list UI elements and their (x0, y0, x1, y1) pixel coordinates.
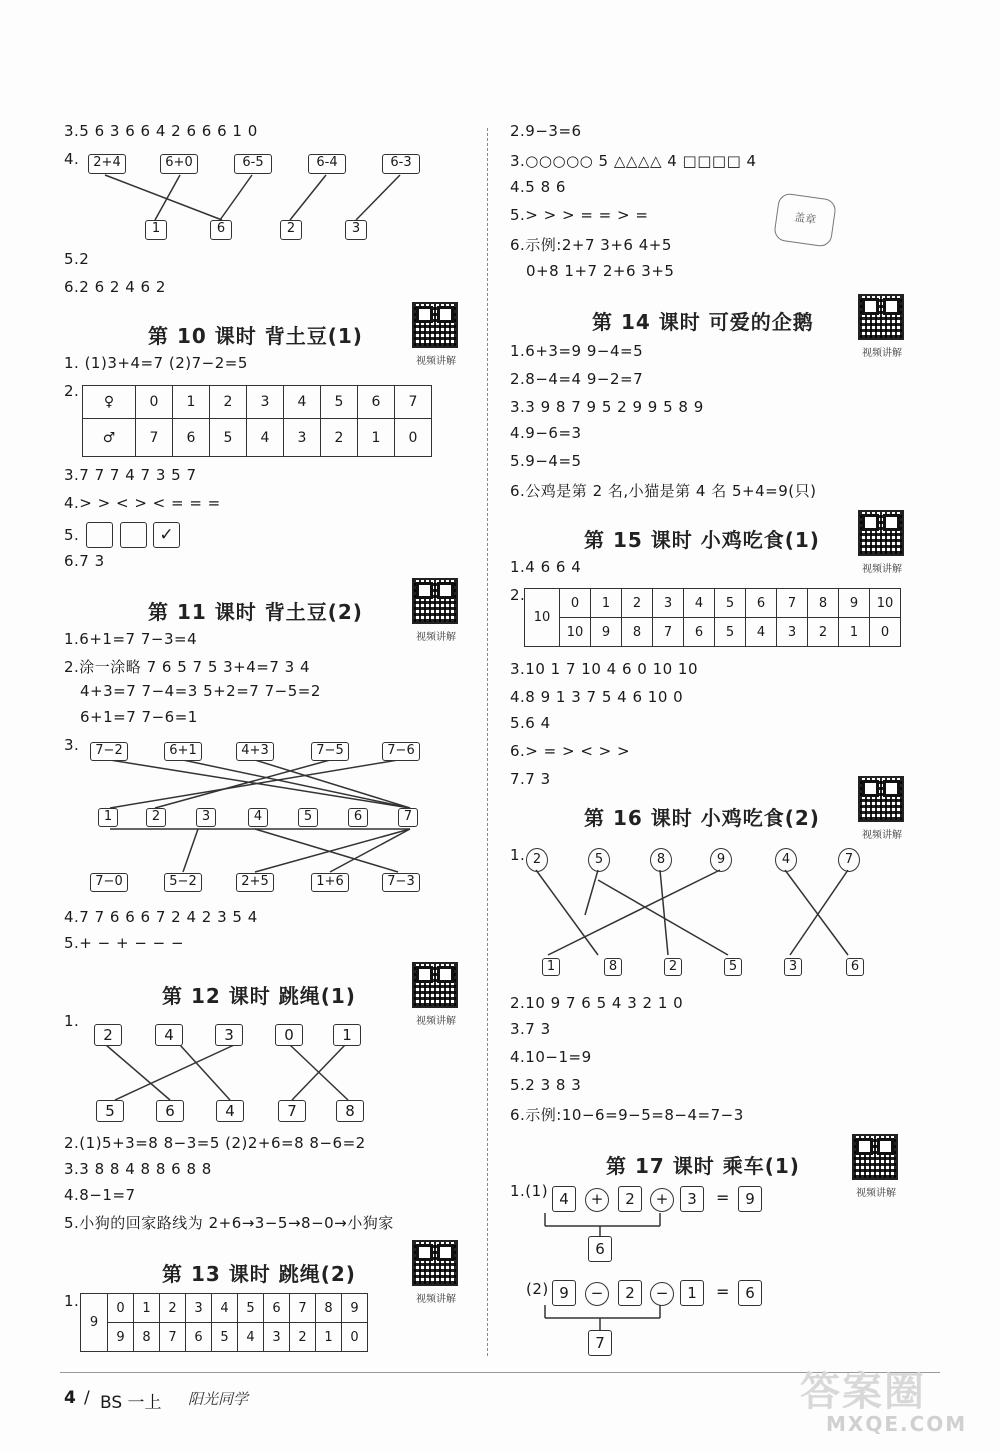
qr-code-icon[interactable] (412, 1240, 458, 1286)
section-title-10: 第 10 课时 背土豆(1) (148, 324, 363, 348)
sec12-q4: 4.8−1=7 (64, 1186, 136, 1204)
table-cell: 0 (870, 618, 901, 647)
number-box: 4 (216, 1100, 244, 1122)
expr-box: 7−3 (382, 873, 420, 892)
sec12-q3: 3.3 8 8 4 8 8 6 8 8 (64, 1160, 212, 1178)
table-cell: 5 (715, 618, 746, 647)
table-cell: 4 (746, 618, 777, 647)
answer-box-empty (120, 522, 147, 548)
page-number: 4 (64, 1388, 76, 1408)
number-box: 4 (155, 1024, 183, 1046)
right-line-6b: 0+8 1+7 2+6 3+5 (526, 262, 675, 280)
left-line-5: 5.2 (64, 250, 90, 268)
eq-box: 9 (738, 1186, 762, 1212)
sec14-q3: 3.3 9 8 7 9 5 2 9 9 5 8 9 (510, 398, 704, 416)
expr-box: 7−0 (90, 873, 128, 892)
expr-box: 6-3 (382, 154, 420, 174)
answer-box-empty (86, 522, 113, 548)
table-cell: 3 (653, 589, 684, 618)
number-box: 7 (278, 1100, 306, 1122)
expr-box: 2+5 (236, 873, 274, 892)
table-cell: 9 (591, 618, 622, 647)
expr-box: 6-5 (234, 154, 272, 174)
table-cell: 3 (247, 386, 284, 419)
sec10-q4: 4.> > < > < = = = (64, 494, 221, 512)
sec15-q7: 7.7 3 (510, 770, 551, 788)
expr-box: 7−5 (311, 742, 349, 761)
table-head-cell: 9 (81, 1294, 108, 1352)
sec13-table (80, 1293, 368, 1352)
table-cell: 7 (290, 1294, 316, 1323)
qr-caption: 视频讲解 (416, 1294, 456, 1305)
sec15-q2-num: 2. (510, 586, 526, 604)
sec12-q5: 5.小狗的回家路线为 2+6→3−5→8−0→小狗家 (64, 1214, 394, 1232)
kid-number-box: 2 (664, 958, 682, 976)
section-title-17: 第 17 课时 乘车(1) (606, 1154, 800, 1178)
table-cell: 5 (212, 1323, 238, 1352)
sec16-q4: 4.10−1=9 (510, 1048, 592, 1066)
footer-edition: BS 一上 (100, 1393, 162, 1413)
balloon: 4 (775, 848, 797, 872)
table-cell: 4 (238, 1323, 264, 1352)
operator-circle: + (650, 1188, 674, 1212)
number-box: 6 (156, 1100, 184, 1122)
table-cell: 5 (238, 1294, 264, 1323)
sec11-q2c: 6+1=7 7−6=1 (80, 708, 198, 726)
sec10-q5-num: 5. (64, 526, 80, 544)
eq-box: 3 (680, 1186, 704, 1212)
sec14-q6: 6.公鸡是第 2 名,小猫是第 4 名 5+4=9(只) (510, 482, 817, 500)
table-cell: 2 (210, 386, 247, 419)
section-title-11: 第 11 课时 背土豆(2) (148, 600, 363, 624)
sec12-q2: 2.(1)5+3=8 8−3=5 (2)2+6=8 8−6=2 (64, 1134, 366, 1152)
qr-caption: 视频讲解 (416, 356, 456, 367)
left-line-3: 3.5 6 3 6 6 4 2 6 6 6 1 0 (64, 122, 258, 140)
sec15-table (524, 588, 901, 647)
section-title-12: 第 12 课时 跳绳(1) (162, 984, 356, 1008)
eq-sub-box: 6 (588, 1236, 612, 1262)
table-cell: 10 (870, 589, 901, 618)
table-cell: 7 (653, 618, 684, 647)
teacher-stamp: 盖章 (773, 192, 837, 248)
table-cell: 2 (321, 419, 358, 457)
qr-caption: 视频讲解 (416, 1016, 456, 1027)
expr-box: 1+6 (311, 873, 349, 892)
sec12-q1-num: 1. (64, 1012, 80, 1030)
section-title-15: 第 15 课时 小鸡吃食(1) (584, 528, 820, 552)
eq-box: 2 (618, 1186, 642, 1212)
eq-box: 6 (738, 1280, 762, 1306)
watermark-url: MXQE.COM (826, 1412, 968, 1436)
sec16-q6: 6.示例:10−6=9−5=8−4=7−3 (510, 1106, 744, 1124)
table-head-cell: 10 (525, 589, 560, 647)
table-cell: 6 (173, 419, 210, 457)
balloon: 2 (526, 848, 548, 872)
table-cell: 2 (622, 589, 653, 618)
number-box: 5 (96, 1100, 124, 1122)
qr-code-icon[interactable] (412, 578, 458, 624)
table-cell: 0 (560, 589, 591, 618)
table-cell: 1 (134, 1294, 160, 1323)
table-cell: 1 (839, 618, 870, 647)
sec11-q1: 1.6+1=7 7−3=4 (64, 630, 198, 648)
table-cell: 0 (342, 1323, 368, 1352)
left-line-4-num: 4. (64, 150, 80, 168)
sec14-q5: 5.9−4=5 (510, 452, 582, 470)
table-cell: 7 (160, 1323, 186, 1352)
number-box: 1 (98, 808, 118, 827)
table-cell: 0 (136, 386, 173, 419)
sec11-q3-num: 3. (64, 736, 80, 754)
number-box: 8 (336, 1100, 364, 1122)
kid-number-box: 8 (604, 958, 622, 976)
sec16-q5: 5.2 3 8 3 (510, 1076, 582, 1094)
sec11-q4: 4.7 7 6 6 6 7 2 4 2 3 5 4 (64, 908, 258, 926)
sec17-q2-num: (2) (526, 1280, 549, 1298)
sec10-q6: 6.7 3 (64, 552, 105, 570)
table-cell: 7 (395, 386, 432, 419)
operator-circle: − (585, 1282, 609, 1306)
table-cell: 6 (746, 589, 777, 618)
sec10-q3: 3.7 7 7 4 7 3 5 7 (64, 466, 197, 484)
number-box: 6 (210, 220, 232, 240)
section-title-16: 第 16 课时 小鸡吃食(2) (584, 806, 820, 830)
table-cell: 4 (212, 1294, 238, 1323)
expr-box: 6+0 (160, 154, 198, 174)
table-cell: 8 (316, 1294, 342, 1323)
table-cell: 2 (290, 1323, 316, 1352)
kid-number-box: 5 (724, 958, 742, 976)
table-cell: 3 (264, 1323, 290, 1352)
expr-box: 7−6 (382, 742, 420, 761)
table-cell: 5 (715, 589, 746, 618)
sec14-q2: 2.8−4=4 9−2=7 (510, 370, 644, 388)
table-cell: 0 (395, 419, 432, 457)
sec15-q5: 5.6 4 (510, 714, 551, 732)
sec11-q5: 5.+ − + − − − (64, 934, 185, 952)
equals-sign: = (716, 1188, 730, 1207)
right-line-2: 2.9−3=6 (510, 122, 582, 140)
number-box: 2 (94, 1024, 122, 1046)
qr-code-icon[interactable] (858, 294, 904, 340)
number-box: 5 (298, 808, 318, 827)
sec14-q4: 4.9−6=3 (510, 424, 582, 442)
sec15-q1: 1.4 6 6 4 (510, 558, 582, 576)
table-cell: 6 (684, 618, 715, 647)
sec16-q2: 2.10 9 7 6 5 4 3 2 1 0 (510, 994, 684, 1012)
table-cell: 6 (264, 1294, 290, 1323)
sec11-q2b: 4+3=7 7−4=3 5+2=7 7−5=2 (80, 682, 321, 700)
eq-box: 2 (618, 1280, 642, 1306)
table-cell: 1 (358, 419, 395, 457)
sec10-q2-num: 2. (64, 382, 80, 400)
qr-code-icon[interactable] (858, 776, 904, 822)
number-box: 2 (146, 808, 166, 827)
sec10-table (82, 385, 432, 457)
operator-circle: + (585, 1188, 609, 1212)
expr-box: 4+3 (236, 742, 274, 761)
table-cell: 1 (591, 589, 622, 618)
table-cell: 10 (560, 618, 591, 647)
table-cell: 2 (160, 1294, 186, 1323)
number-box: 0 (275, 1024, 303, 1046)
qr-caption: 视频讲解 (862, 564, 902, 575)
sec15-q4: 4.8 9 1 3 7 5 4 6 10 0 (510, 688, 684, 706)
table-cell: 6 (186, 1323, 212, 1352)
sec11-q2a: 2.涂一涂略 7 6 5 7 5 3+4=7 3 4 (64, 658, 311, 676)
eq-box: 1 (680, 1280, 704, 1306)
sec17-q1-num: 1.(1) (510, 1182, 549, 1200)
table-cell: 9 (839, 589, 870, 618)
brand-logo: 阳光同学 (188, 1390, 249, 1408)
boy-avatar-icon: ♂ (83, 419, 136, 457)
table-cell: 1 (316, 1323, 342, 1352)
expr-box: 7−2 (90, 742, 128, 761)
number-box: 1 (145, 220, 167, 240)
qr-code-icon[interactable] (412, 302, 458, 348)
eq-sub-box: 7 (588, 1330, 612, 1356)
section-title-13: 第 13 课时 跳绳(2) (162, 1262, 356, 1286)
section-title-14: 第 14 课时 可爱的企鹅 (592, 310, 814, 334)
qr-caption: 视频讲解 (416, 632, 456, 643)
sec16-q3: 3.7 3 (510, 1020, 551, 1038)
table-cell: 7 (777, 589, 808, 618)
table-cell: 4 (684, 589, 715, 618)
table-cell: 3 (186, 1294, 212, 1323)
sec15-q3: 3.10 1 7 10 4 6 0 10 10 (510, 660, 699, 678)
column-divider (487, 128, 488, 1356)
number-box: 1 (333, 1024, 361, 1046)
eq-box: 4 (552, 1186, 576, 1212)
table-cell: 3 (284, 419, 321, 457)
operator-circle: − (650, 1282, 674, 1306)
qr-caption: 视频讲解 (862, 830, 902, 841)
girl-avatar-icon: ♀ (83, 386, 136, 419)
sec10-q1: 1. (1)3+4=7 (2)7−2=5 (64, 354, 248, 372)
expr-box: 2+4 (88, 154, 126, 174)
number-box: 3 (215, 1024, 243, 1046)
qr-code-icon[interactable] (858, 510, 904, 556)
table-cell: 2 (808, 618, 839, 647)
table-cell: 1 (173, 386, 210, 419)
right-line-6a: 6.示例:2+7 3+6 4+5 (510, 236, 672, 254)
watermark-logo: 答案圈 (800, 1369, 926, 1415)
table-cell: 5 (210, 419, 247, 457)
table-cell: 3 (777, 618, 808, 647)
footer-slash: / (84, 1388, 90, 1408)
table-cell: 4 (247, 419, 284, 457)
table-cell: 7 (136, 419, 173, 457)
balloon: 7 (838, 848, 860, 872)
number-box: 7 (398, 808, 418, 827)
table-cell: 0 (108, 1294, 134, 1323)
sec15-q6: 6.> = > < > > (510, 742, 631, 760)
qr-code-icon[interactable] (412, 962, 458, 1008)
number-box: 3 (196, 808, 216, 827)
balloon: 9 (710, 848, 732, 872)
table-cell: 8 (808, 589, 839, 618)
table-cell: 5 (321, 386, 358, 419)
answer-box-checked: ✓ (153, 522, 180, 548)
right-line-3: 3.○○○○○ 5 △△△△ 4 □□□□ 4 (510, 152, 757, 170)
qr-caption: 视频讲解 (856, 1188, 896, 1199)
table-cell: 6 (358, 386, 395, 419)
kid-number-box: 3 (784, 958, 802, 976)
balloon: 8 (650, 848, 672, 872)
table-cell: 8 (134, 1323, 160, 1352)
kid-number-box: 6 (846, 958, 864, 976)
table-cell: 8 (622, 618, 653, 647)
table-cell: 9 (342, 1294, 368, 1323)
qr-caption: 视频讲解 (862, 348, 902, 359)
equals-sign: = (716, 1282, 730, 1301)
sec16-q1-num: 1. (510, 846, 526, 864)
kid-number-box: 1 (542, 958, 560, 976)
expr-box: 6-4 (308, 154, 346, 174)
eq-box: 9 (552, 1280, 576, 1306)
number-box: 6 (348, 808, 368, 827)
right-line-4: 4.5 8 6 (510, 178, 566, 196)
right-line-5: 5.> > > = = > = (510, 206, 649, 224)
number-box: 3 (345, 220, 367, 240)
expr-box: 6+1 (164, 742, 202, 761)
left-line-6: 6.2 6 2 4 6 2 (64, 278, 166, 296)
number-box: 2 (280, 220, 302, 240)
number-box: 4 (248, 808, 268, 827)
table-cell: 9 (108, 1323, 134, 1352)
balloon: 5 (588, 848, 610, 872)
qr-code-icon[interactable] (852, 1134, 898, 1180)
expr-box: 5−2 (164, 873, 202, 892)
sec14-q1: 1.6+3=9 9−4=5 (510, 342, 644, 360)
table-cell: 4 (284, 386, 321, 419)
sec13-q1-num: 1. (64, 1292, 80, 1310)
